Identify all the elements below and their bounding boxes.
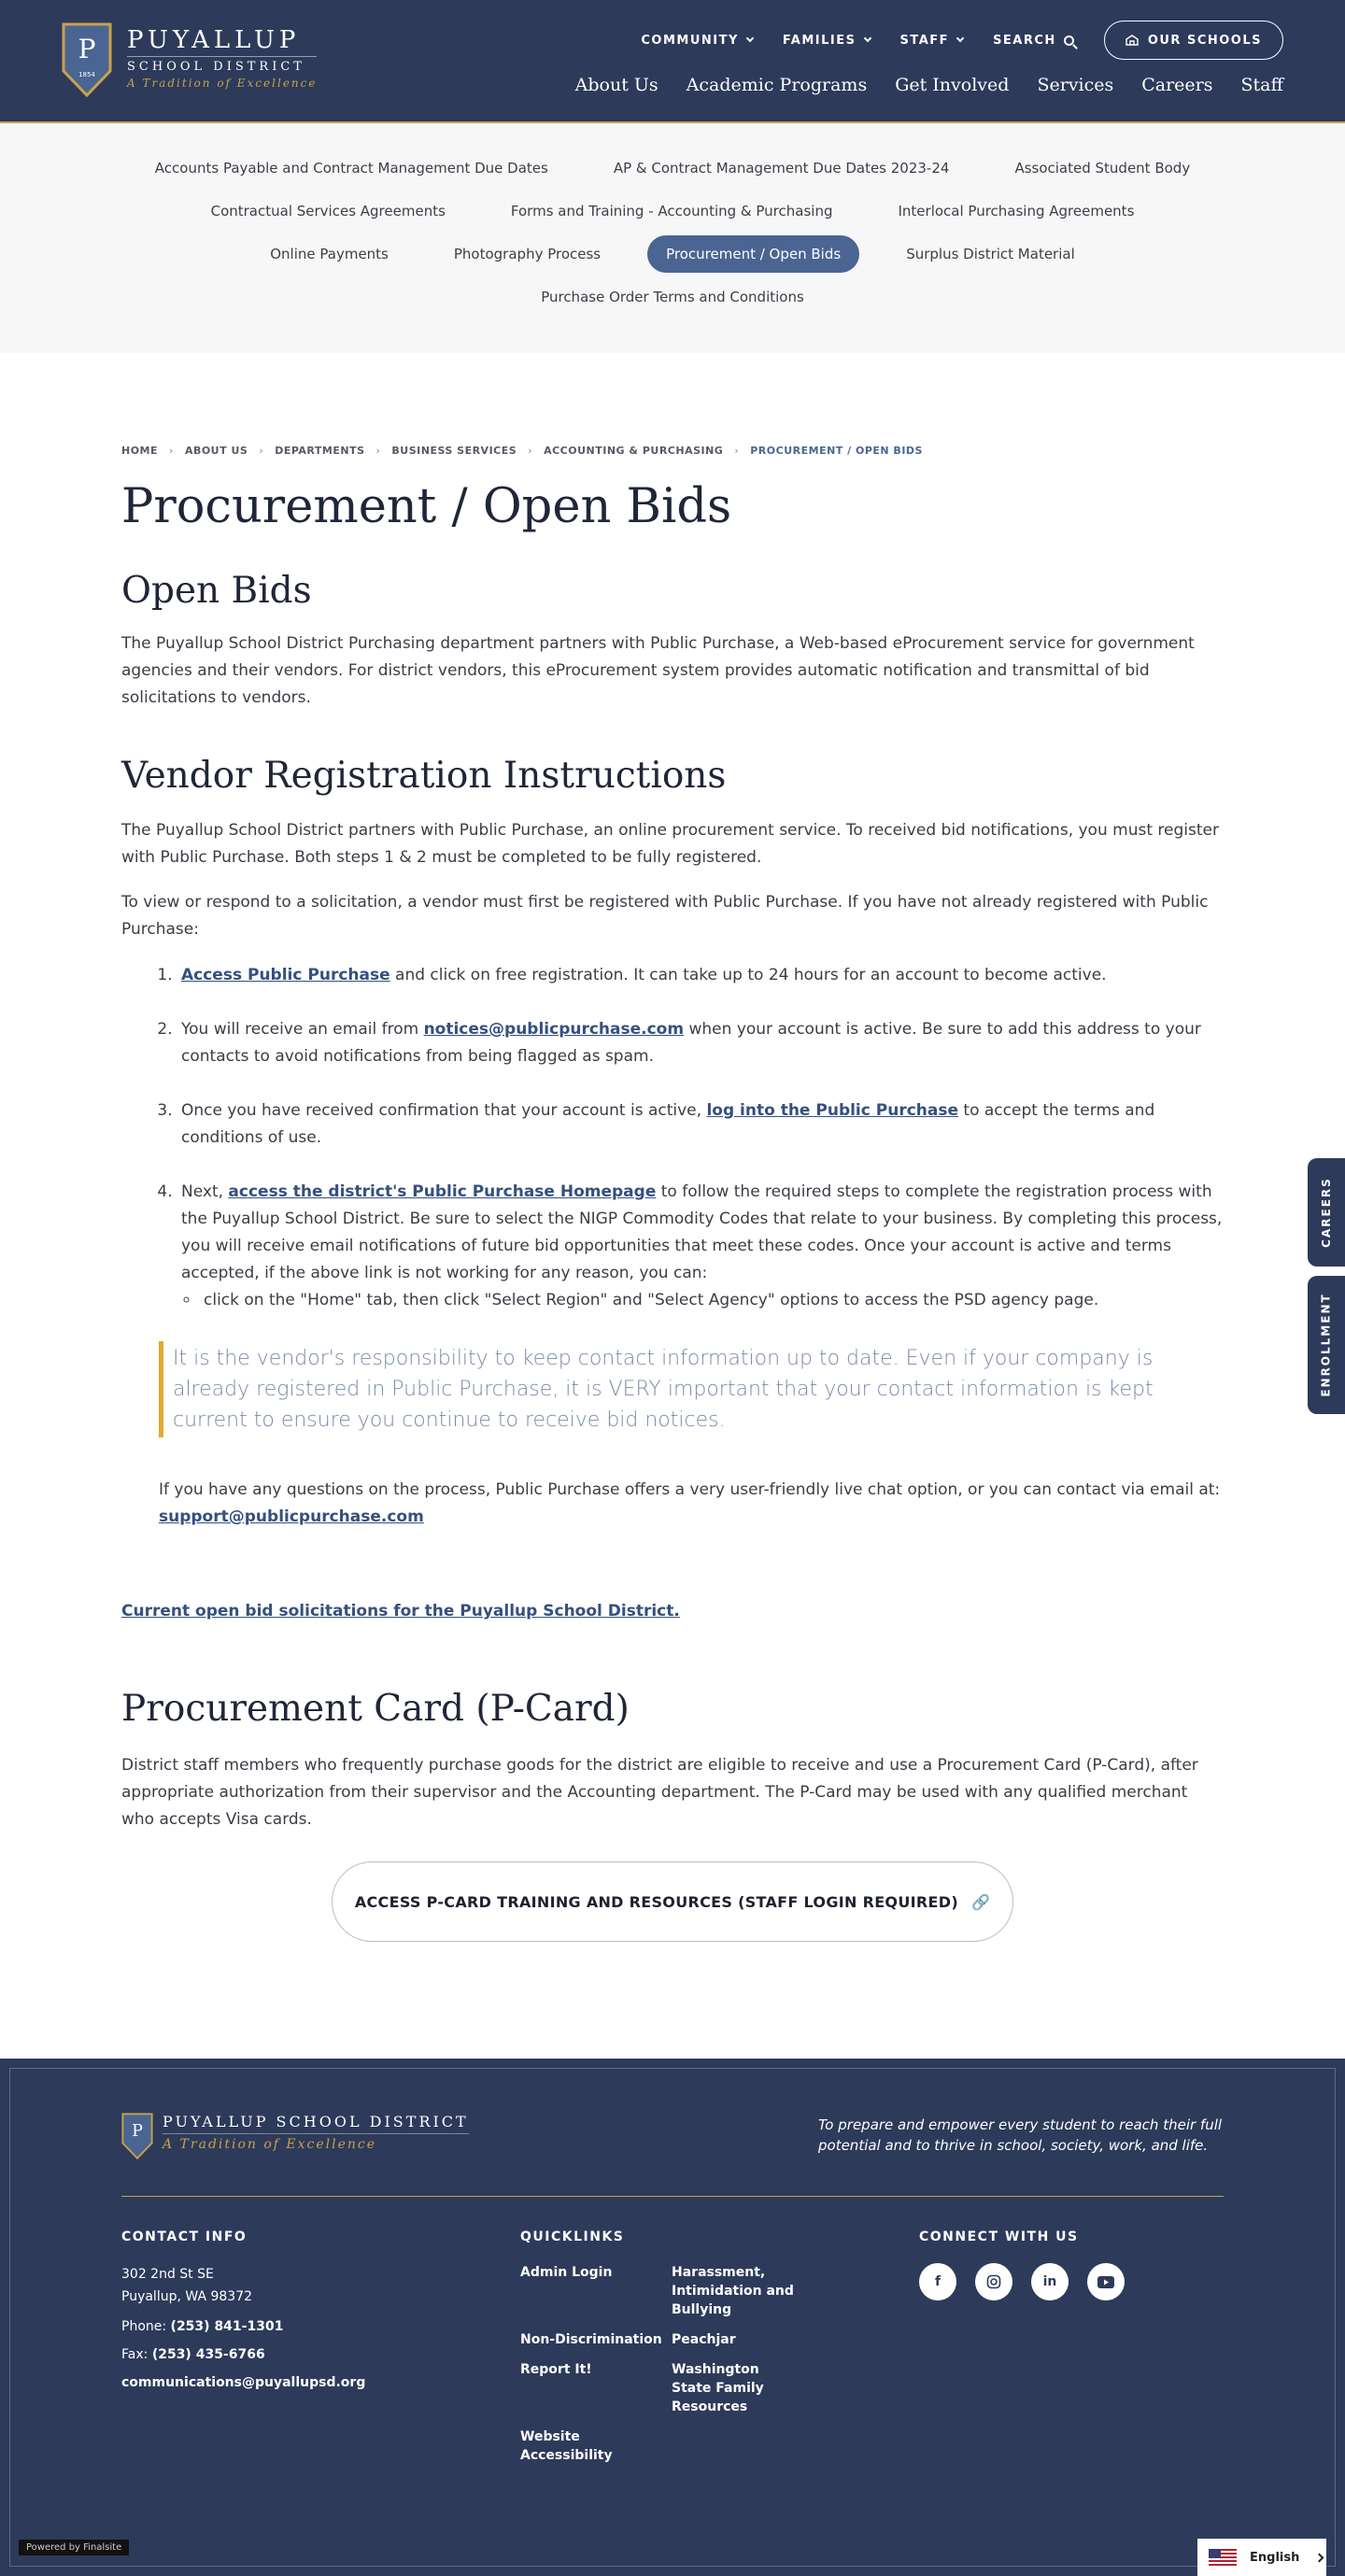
connect-title: CONNECT WITH US: [919, 2229, 1079, 2244]
main-nav-services[interactable]: Services: [1037, 75, 1114, 95]
breadcrumb-separator-icon: ›: [375, 445, 381, 457]
subnav-contractual-services[interactable]: Contractual Services Agreements: [210, 203, 446, 219]
search-label: SEARCH: [993, 33, 1056, 48]
subnav-associated-student-body[interactable]: Associated Student Body: [1014, 160, 1191, 177]
quicklinks-title: QUICKLINKS: [520, 2229, 625, 2244]
footer-divider: [121, 2196, 1224, 2197]
footer-logo[interactable]: [121, 2113, 469, 2159]
step-1-text: and click on free registration. It can take up to 24 hours for an account to become active.: [389, 966, 1107, 984]
breadcrumb-accounting[interactable]: ACCOUNTING & PURCHASING: [544, 445, 724, 457]
external-link-icon: 🔗: [970, 1892, 991, 1911]
vendor-registration-heading: Vendor Registration Instructions: [121, 755, 727, 797]
breadcrumb-departments[interactable]: DEPARTMENTS: [275, 445, 365, 457]
step-2-pre: You will receive an email from: [181, 1020, 424, 1039]
email-line: [121, 2371, 365, 2394]
enrollment-side-tab[interactable]: [1308, 1276, 1345, 1414]
step-4-subitem: ◦ click on the "Home" tab, then click "Select Region" and "Select Agency" options to access the PSD agency page.: [200, 1287, 1224, 1314]
footer-shield-letter: P: [132, 2122, 143, 2141]
site-header: [0, 0, 1345, 123]
subnav-row: [0, 149, 1345, 187]
subnav-forms-and-training[interactable]: Forms and Training - Accounting & Purchasing: [510, 203, 833, 219]
step-4-post: to follow the required steps to complete the registration process with the Puyallup School District. Be sure to select the NIGP Commodity Codes that relate to your business. By completing this process, you will receive email notifications of future bid opportunities that meet these codes. Once your account is active and terms accepted, if the above link is not working for any reason, you can:: [181, 1182, 1223, 1282]
facebook-icon[interactable]: f: [919, 2263, 956, 2300]
open-bids-text: The Puyallup School District Purchasing department partners with Public Purchase, a Web-based eProcurement service for government agencies and their vendors. For district vendors, this eProcurement system provides automatic notification and transmittal of bid solicitations to vendors.: [121, 634, 1195, 707]
address-line-1: 302 2nd St SE: [121, 2267, 214, 2282]
subnav-po-terms[interactable]: Purchase Order Terms and Conditions: [541, 289, 804, 305]
language-label: English: [1250, 2550, 1300, 2565]
shield-letter: P: [78, 34, 96, 64]
contact-info-title: CONTACT INFO: [121, 2229, 248, 2244]
support-email-link[interactable]: support@publicpurchase.com: [159, 1507, 424, 1526]
main-content: [121, 353, 1224, 1942]
us-flag-icon: [1209, 2549, 1237, 2566]
step-4-pre: Next,: [181, 1182, 229, 1201]
subnav-interlocal-purchasing[interactable]: Interlocal Purchasing Agreements: [898, 203, 1135, 219]
quicklink-report-it[interactable]: Report It!: [520, 2362, 592, 2377]
breadcrumb-separator-icon: ›: [259, 445, 264, 457]
chevron-down-icon: [956, 35, 964, 42]
district-homepage-link[interactable]: access the district's Public Purchase Homepage: [228, 1182, 657, 1201]
district-logo[interactable]: [62, 22, 317, 97]
instagram-icon[interactable]: [975, 2263, 1012, 2300]
step-4: [177, 1179, 1224, 1314]
step-1: [177, 962, 1224, 989]
breadcrumb-about-us[interactable]: ABOUT US: [184, 445, 248, 457]
main-nav: [547, 75, 1283, 95]
contact-info: [121, 2229, 365, 2394]
school-icon: [1126, 35, 1139, 46]
main-nav-get-involved[interactable]: Get Involved: [895, 75, 1010, 95]
login-public-purchase-link[interactable]: log into the Public Purchase: [706, 1101, 959, 1120]
footer-logo-motto: A Tradition of Excellence: [163, 2137, 377, 2152]
language-selector[interactable]: [1197, 2539, 1326, 2576]
open-bids-heading: Open Bids: [121, 570, 312, 612]
utility-community-label: COMMUNITY: [641, 33, 739, 48]
chevron-down-icon: [746, 35, 754, 42]
search-icon: [1064, 35, 1074, 46]
powered-by-finalsite[interactable]: Powered by Finalsite: [19, 2540, 129, 2555]
careers-side-tab[interactable]: [1308, 1158, 1345, 1267]
shield-year: 1854: [78, 71, 95, 78]
breadcrumb-business-services[interactable]: BUSINESS SERVICES: [391, 445, 517, 457]
current-bids-paragraph: [121, 1602, 1224, 1621]
footer-logo-name: PUYALLUP SCHOOL DISTRICT: [163, 2113, 469, 2134]
search-button[interactable]: [993, 34, 1074, 48]
chevron-right-icon: [1315, 2553, 1324, 2562]
main-nav-careers[interactable]: Careers: [1141, 75, 1213, 95]
subnav-row: [0, 235, 1345, 273]
subnav-procurement-open-bids[interactable]: Procurement / Open Bids: [647, 235, 859, 273]
main-nav-staff[interactable]: Staff: [1240, 75, 1283, 95]
utility-nav: [611, 21, 1283, 60]
step-3: [177, 1097, 1224, 1152]
social-links: [919, 2263, 1143, 2300]
phone-label: Phone:: [121, 2319, 171, 2334]
quicklink-website-accessibility[interactable]: Website Accessibility: [520, 2429, 613, 2463]
communications-email-link[interactable]: communications@puyallupsd.org: [121, 2375, 366, 2390]
fax-label: Fax:: [121, 2347, 152, 2362]
footer-shield-icon: [121, 2113, 153, 2159]
youtube-icon[interactable]: [1087, 2263, 1125, 2300]
main-nav-about-us[interactable]: About Us: [574, 75, 658, 95]
careers-side-tab-label: CAREERS: [1320, 1177, 1333, 1248]
logo-name: PUYALLUP: [127, 26, 301, 54]
quicklink-family-resources[interactable]: Washington State Family Resources: [672, 2362, 764, 2414]
our-schools-button[interactable]: [1104, 21, 1283, 60]
pcard-text: District staff members who frequently purchase goods for the district are eligible to receive and use a Procurement Card (P-Card), after appropriate authorization from their supervisor and the Accounting department. The P-Card may be used with any qualified merchant who accepts Visa cards.: [121, 1756, 1198, 1829]
vendor-responsibility-quote: It is the vendor's responsibility to keep contact information up to date. Even if your company is already registered in Public Purchase, it is VERY important that your contact information is kept current to ensure you continue to receive bid notices.: [159, 1341, 1224, 1437]
page-title: Procurement / Open Bids: [121, 479, 732, 534]
phone-line: [121, 2315, 365, 2338]
pcard-training-button[interactable]: [332, 1861, 1013, 1942]
breadcrumb-separator-icon: ›: [169, 445, 174, 457]
quicklinks-grid: [520, 2263, 800, 2465]
subnav-online-payments[interactable]: Online Payments: [270, 246, 389, 262]
notices-email-link[interactable]: notices@publicpurchase.com: [423, 1020, 685, 1039]
main-nav-academic-programs[interactable]: Academic Programs: [686, 75, 868, 95]
quicklink-harassment[interactable]: Harassment, Intimidation and Bullying: [672, 2265, 794, 2317]
step-4-sublist: [181, 1287, 1224, 1314]
breadcrumb: [121, 445, 1224, 457]
subnav-row: [0, 278, 1345, 316]
subnav-surplus-material[interactable]: Surplus District Material: [906, 246, 1075, 262]
utility-families[interactable]: [783, 34, 871, 48]
connect-with-us: [919, 2229, 1143, 2300]
utility-staff[interactable]: [900, 34, 964, 48]
logo-motto: A Tradition of Excellence: [127, 77, 318, 90]
quicklink-admin-login[interactable]: Admin Login: [520, 2265, 613, 2280]
utility-families-label: FAMILIES: [782, 33, 857, 48]
utility-community[interactable]: [641, 34, 753, 48]
subnav-photography-process[interactable]: Photography Process: [453, 246, 602, 262]
footer-logo-text: [163, 2113, 469, 2152]
breadcrumb-separator-icon: ›: [528, 445, 533, 457]
access-public-purchase-link[interactable]: Access Public Purchase: [181, 966, 390, 984]
subnav-row: [0, 192, 1345, 230]
pcard-heading: Procurement Card (P-Card): [121, 1688, 630, 1730]
vendor-solicitation-text: To view or respond to a solicitation, a vendor must first be registered with Public Purchase. If you have not already registered with Public Purchase:: [121, 893, 1209, 939]
vendor-intro-text: The Puyallup School District partners with Public Purchase, an online procurement service. To received bid notifications, you must register with Public Purchase. Both steps 1 & 2 must be completed to be fully registered.: [121, 821, 1219, 867]
current-bids-link[interactable]: Current open bid solicitations for the Puyallup School District.: [121, 1602, 680, 1621]
fax-line: [121, 2343, 365, 2366]
address-line-2: Puyallup, WA 98372: [121, 2289, 253, 2304]
site-footer: [0, 2059, 1345, 2576]
section-subnav: [0, 123, 1345, 353]
step-2-post: when your account is active. Be sure to add this address to your contacts to avoid notifications from being flagged as spam.: [181, 1020, 1201, 1066]
enrollment-side-tab-label: ENROLLMENT: [1320, 1293, 1333, 1397]
breadcrumb-current: PROCUREMENT / OPEN BIDS: [750, 445, 923, 457]
step-2: [177, 1016, 1224, 1070]
logo-text: [127, 26, 317, 90]
pcard-training-label: ACCESS P-CARD TRAINING AND RESOURCES (STAFF LOGIN REQUIRED): [354, 1892, 958, 1911]
shield-logo-icon: [62, 22, 112, 97]
linkedin-icon[interactable]: in: [1031, 2263, 1069, 2300]
mission-statement: To prepare and empower every student to reach their full potential and to thrive in school, society, work, and life.: [818, 2116, 1223, 2154]
registration-steps: [121, 962, 1224, 1314]
phone-link[interactable]: (253) 841-1301: [170, 2319, 284, 2334]
chevron-down-icon: [863, 35, 871, 42]
step-3-post: to accept the terms and conditions of use.: [181, 1101, 1155, 1147]
our-schools-label: OUR SCHOOLS: [1147, 33, 1262, 48]
logo-sub: SCHOOL DISTRICT: [127, 56, 317, 74]
breadcrumb-home[interactable]: HOME: [121, 445, 159, 457]
fax-number: (253) 435-6766: [151, 2347, 265, 2362]
questions-text-body: If you have any questions on the process, Public Purchase offers a very user-friendly live chat option, or you can contact via email at:: [159, 1480, 1221, 1499]
subnav-ap-due-dates[interactable]: Accounts Payable and Contract Management Due Dates: [154, 160, 548, 177]
quicklink-non-discrimination[interactable]: Non-Discrimination: [520, 2332, 662, 2347]
quicklinks: [520, 2229, 800, 2465]
quicklink-peachjar[interactable]: Peachjar: [672, 2332, 736, 2347]
step-3-pre: Once you have received confirmation that your account is active,: [181, 1101, 707, 1120]
utility-staff-label: STAFF: [899, 33, 950, 48]
subnav-ap-due-dates-2023-24[interactable]: AP & Contract Management Due Dates 2023-24: [613, 160, 950, 177]
questions-text: [159, 1477, 1224, 1531]
breadcrumb-separator-icon: ›: [734, 445, 740, 457]
